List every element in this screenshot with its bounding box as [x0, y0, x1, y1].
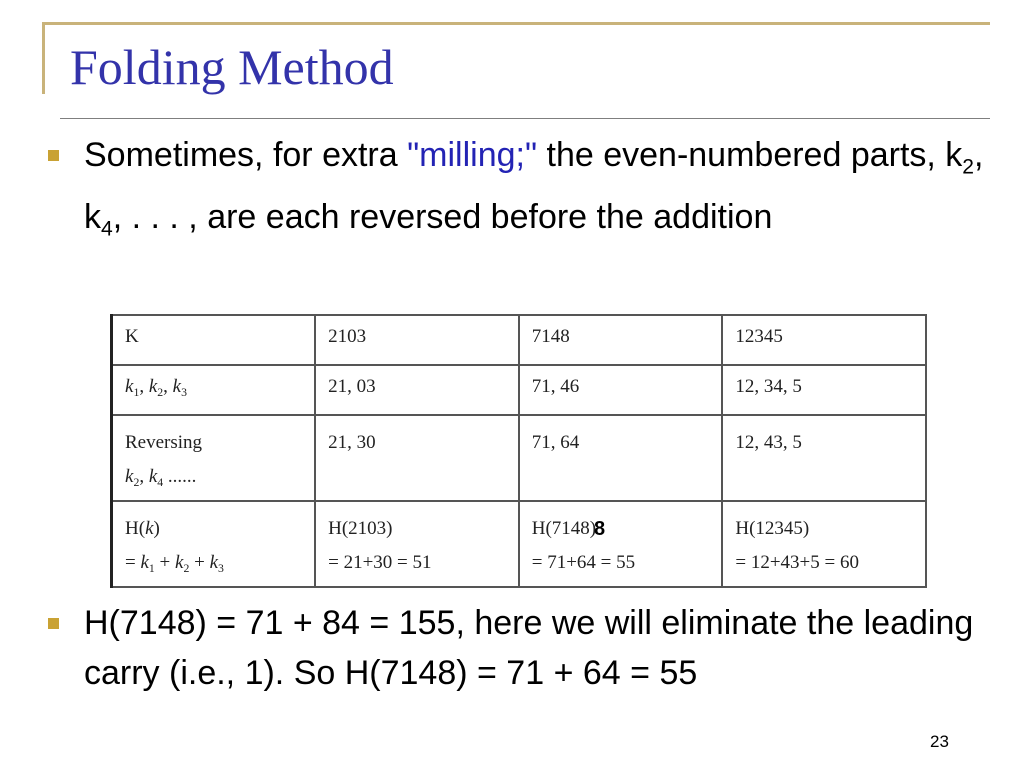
bullet-text-1: Sometimes, for extra "milling;" the even-numbered parts, $k_2$, $k_4$, . . . , are each reversed before the addition — [84, 136, 984, 241]
table-cell: H(7148) = 71+64 = 55 — [519, 501, 723, 587]
table-cell: H(k) = $k_1 + k_2 + k_3$ — [112, 501, 316, 587]
table-cell: 21, 30 — [315, 415, 519, 501]
table-cell: 12, 34, 5 — [722, 365, 926, 415]
page-number: 23 — [930, 732, 949, 751]
table-cell: 2103 — [315, 315, 519, 365]
table-cell: K — [112, 315, 316, 365]
bullet-square-icon — [48, 150, 59, 161]
table-cell: 71, 64 — [519, 415, 723, 501]
table-row — [112, 501, 927, 587]
frame-accent-horizontal — [42, 22, 990, 25]
table-cell: $k_1$, $k_2$, $k_3$ — [112, 365, 316, 415]
bullet-square-icon — [48, 618, 59, 629]
table-cell: H(12345) = 12+43+5 = 60 — [722, 501, 926, 587]
table-row — [112, 315, 927, 365]
slide-title: Folding Method — [70, 39, 394, 95]
overlay-digit: 8 — [594, 518, 606, 540]
table-cell: 12345 — [722, 315, 926, 365]
table-cell: 12, 43, 5 — [722, 415, 926, 501]
folding-table — [110, 314, 927, 588]
table-cell: Reversing $k_2$, $k_4$ ...... — [112, 415, 316, 501]
title-divider — [60, 118, 990, 119]
table-cell: 7148 — [519, 315, 723, 365]
table-row — [112, 365, 927, 415]
table-row — [112, 415, 927, 501]
frame-accent-vertical — [42, 22, 45, 94]
table-cell: 71, 46 — [519, 365, 723, 415]
quoted-term: "milling;" — [407, 136, 538, 174]
table-cell: 21, 03 — [315, 365, 519, 415]
bullet-text-2: H(7148) = 71 + 84 = 155, here we will eliminate the leading carry (i.e., 1). So H(7148) = 71 + 64 = 55 — [84, 604, 974, 692]
table-cell: H(2103) = 21+30 = 51 — [315, 501, 519, 587]
